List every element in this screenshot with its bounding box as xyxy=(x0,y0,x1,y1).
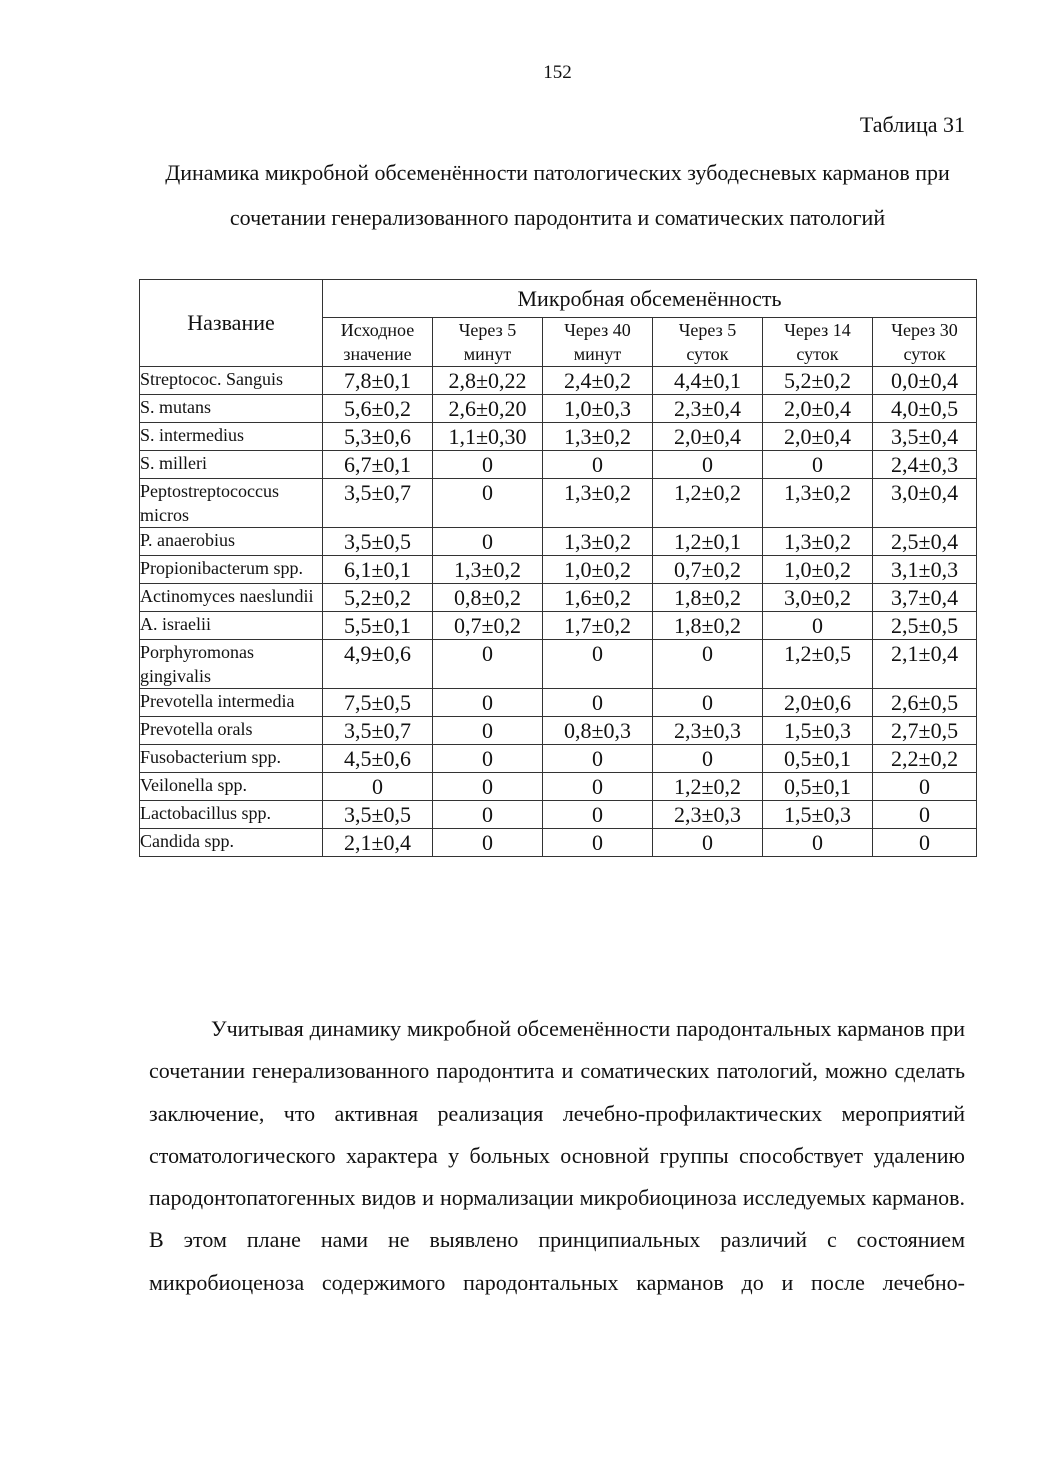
value-cell: 0,5±0,1 xyxy=(763,773,873,801)
group-column-header: Микробная обсеменённость xyxy=(323,280,977,318)
value-cell: 5,3±0,6 xyxy=(323,423,433,451)
column-header-line2: минут xyxy=(463,344,512,364)
value-cell: 2,0±0,4 xyxy=(763,395,873,423)
species-name-cell: Fusobacterium spp. xyxy=(140,745,323,773)
column-header-line2: минут xyxy=(573,344,622,364)
value-cell: 1,3±0,2 xyxy=(543,528,653,556)
value-cell: 1,2±0,1 xyxy=(653,528,763,556)
value-cell: 0 xyxy=(433,829,543,857)
value-cell: 4,5±0,6 xyxy=(323,745,433,773)
value-cell: 2,1±0,4 xyxy=(323,829,433,857)
value-cell: 1,0±0,2 xyxy=(543,556,653,584)
species-name-cell: S. intermedius xyxy=(140,423,323,451)
value-cell: 6,1±0,1 xyxy=(323,556,433,584)
value-cell: 4,9±0,6 xyxy=(323,640,433,689)
species-name-cell: Candida spp. xyxy=(140,829,323,857)
value-cell: 0 xyxy=(323,773,433,801)
value-cell: 0 xyxy=(543,801,653,829)
value-cell: 5,5±0,1 xyxy=(323,612,433,640)
value-cell: 0 xyxy=(653,451,763,479)
value-cell: 1,3±0,2 xyxy=(763,528,873,556)
table-row xyxy=(140,584,977,612)
value-cell: 0,8±0,3 xyxy=(543,717,653,745)
value-cell: 0 xyxy=(763,612,873,640)
value-cell: 0 xyxy=(433,479,543,528)
table-row xyxy=(140,528,977,556)
species-name-cell: S. milleri xyxy=(140,451,323,479)
value-cell: 1,8±0,2 xyxy=(653,612,763,640)
column-header-line1: Исходное xyxy=(340,320,415,340)
value-cell: 3,0±0,2 xyxy=(763,584,873,612)
column-header-line2: значение xyxy=(343,344,412,364)
value-cell: 0 xyxy=(433,773,543,801)
column-header-line1: Через 30 xyxy=(891,320,958,340)
value-cell: 0 xyxy=(653,745,763,773)
value-cell: 3,5±0,5 xyxy=(323,801,433,829)
table-row xyxy=(140,773,977,801)
value-cell: 3,5±0,4 xyxy=(873,423,977,451)
species-name-cell: Lactobacillus spp. xyxy=(140,801,323,829)
value-cell: 0 xyxy=(873,801,977,829)
table-row xyxy=(140,829,977,857)
table-row xyxy=(140,395,977,423)
value-cell: 2,3±0,4 xyxy=(653,395,763,423)
value-cell: 0,7±0,2 xyxy=(653,556,763,584)
table-row xyxy=(140,717,977,745)
table-row xyxy=(140,612,977,640)
value-cell: 2,3±0,3 xyxy=(653,717,763,745)
column-header xyxy=(433,318,543,367)
page-number: 152 xyxy=(543,62,572,83)
column-header xyxy=(543,318,653,367)
value-cell: 1,5±0,3 xyxy=(763,801,873,829)
species-name-cell: Prevotella orals xyxy=(140,717,323,745)
value-cell: 1,7±0,2 xyxy=(543,612,653,640)
column-header xyxy=(763,318,873,367)
value-cell: 2,2±0,2 xyxy=(873,745,977,773)
value-cell: 7,5±0,5 xyxy=(323,689,433,717)
column-header-line2: суток xyxy=(903,344,946,364)
value-cell: 1,1±0,30 xyxy=(433,423,543,451)
value-cell: 2,0±0,6 xyxy=(763,689,873,717)
value-cell: 4,4±0,1 xyxy=(653,367,763,395)
value-cell: 0,8±0,2 xyxy=(433,584,543,612)
value-cell: 1,0±0,2 xyxy=(763,556,873,584)
species-name-cell: Prevotella intermedia xyxy=(140,689,323,717)
column-header xyxy=(323,318,433,367)
value-cell: 2,7±0,5 xyxy=(873,717,977,745)
table-row xyxy=(140,367,977,395)
column-header-line1: Через 5 xyxy=(678,320,737,340)
value-cell: 0 xyxy=(543,640,653,689)
value-cell: 5,6±0,2 xyxy=(323,395,433,423)
value-cell: 1,2±0,2 xyxy=(653,773,763,801)
column-header-line1: Через 14 xyxy=(784,320,851,340)
name-column-header: Название xyxy=(140,280,323,367)
table-row xyxy=(140,689,977,717)
value-cell: 0 xyxy=(433,451,543,479)
table-caption: Таблица 31 xyxy=(859,112,965,137)
column-header xyxy=(873,318,977,367)
species-name-cell: Veilonella spp. xyxy=(140,773,323,801)
species-name-cell: Peptostreptococcus micros xyxy=(140,479,323,528)
value-cell: 0 xyxy=(763,829,873,857)
species-name-cell: S. mutans xyxy=(140,395,323,423)
column-header-line2: суток xyxy=(796,344,839,364)
value-cell: 1,3±0,2 xyxy=(763,479,873,528)
value-cell: 1,3±0,2 xyxy=(433,556,543,584)
value-cell: 0 xyxy=(543,773,653,801)
column-header-line2: суток xyxy=(686,344,729,364)
value-cell: 0 xyxy=(653,640,763,689)
value-cell: 6,7±0,1 xyxy=(323,451,433,479)
value-cell: 2,1±0,4 xyxy=(873,640,977,689)
value-cell: 3,5±0,7 xyxy=(323,717,433,745)
body-text xyxy=(149,1008,965,1304)
value-cell: 0 xyxy=(873,773,977,801)
column-header-line1: Через 40 xyxy=(564,320,631,340)
value-cell: 0 xyxy=(653,689,763,717)
value-cell: 0 xyxy=(433,801,543,829)
value-cell: 1,6±0,2 xyxy=(543,584,653,612)
value-cell: 0 xyxy=(543,829,653,857)
value-cell: 1,3±0,2 xyxy=(543,423,653,451)
table-row xyxy=(140,801,977,829)
value-cell: 3,7±0,4 xyxy=(873,584,977,612)
value-cell: 0,7±0,2 xyxy=(433,612,543,640)
table-row xyxy=(140,479,977,528)
table-row xyxy=(140,451,977,479)
value-cell: 4,0±0,5 xyxy=(873,395,977,423)
value-cell: 0 xyxy=(433,640,543,689)
table-row xyxy=(140,745,977,773)
value-cell: 7,8±0,1 xyxy=(323,367,433,395)
value-cell: 0,5±0,1 xyxy=(763,745,873,773)
table-title: Динамика микробной обсеменённости патологических зубодесневых карманов при сочетании генерализованного пародонтита и соматических патологий xyxy=(165,160,950,230)
species-name-cell: P. anaerobius xyxy=(140,528,323,556)
value-cell: 0,0±0,4 xyxy=(873,367,977,395)
value-cell: 2,8±0,22 xyxy=(433,367,543,395)
value-cell: 0 xyxy=(433,745,543,773)
value-cell: 0 xyxy=(543,745,653,773)
value-cell: 3,0±0,4 xyxy=(873,479,977,528)
value-cell: 3,5±0,7 xyxy=(323,479,433,528)
column-header xyxy=(653,318,763,367)
value-cell: 1,2±0,2 xyxy=(653,479,763,528)
value-cell: 2,3±0,3 xyxy=(653,801,763,829)
value-cell: 0 xyxy=(543,689,653,717)
value-cell: 1,5±0,3 xyxy=(763,717,873,745)
value-cell: 1,0±0,3 xyxy=(543,395,653,423)
value-cell: 0 xyxy=(873,829,977,857)
value-cell: 2,4±0,2 xyxy=(543,367,653,395)
value-cell: 2,5±0,4 xyxy=(873,528,977,556)
body-paragraph: Учитывая динамику микробной обсеменённости пародонтальных карманов при сочетании генерализованного пародонтита и соматических патологий, можно сделать заключение, что активная реализация лечебно-профилактических мероприятий стоматологического характера у больных основной группы способствует удалению пародонтопатогенных видов и нормализации микробиоциноза исследуемых карманов. В этом плане нами не выявлено принципиальных различий с состоянием микробиоценоза содержимого пародонтальных карманов до и после лечебно- xyxy=(149,1016,965,1295)
table-row xyxy=(140,556,977,584)
value-cell: 2,0±0,4 xyxy=(763,423,873,451)
value-cell: 0 xyxy=(433,528,543,556)
value-cell: 5,2±0,2 xyxy=(323,584,433,612)
table-row xyxy=(140,640,977,689)
value-cell: 1,8±0,2 xyxy=(653,584,763,612)
microbial-contamination-table xyxy=(139,279,977,857)
value-cell: 0 xyxy=(763,451,873,479)
value-cell: 2,4±0,3 xyxy=(873,451,977,479)
value-cell: 2,6±0,5 xyxy=(873,689,977,717)
column-header-line1: Через 5 xyxy=(458,320,517,340)
value-cell: 2,0±0,4 xyxy=(653,423,763,451)
value-cell: 5,2±0,2 xyxy=(763,367,873,395)
value-cell: 2,6±0,20 xyxy=(433,395,543,423)
value-cell: 3,1±0,3 xyxy=(873,556,977,584)
value-cell: 0 xyxy=(653,829,763,857)
value-cell: 1,3±0,2 xyxy=(543,479,653,528)
species-name-cell: Porphyromonas gingivalis xyxy=(140,640,323,689)
value-cell: 0 xyxy=(433,689,543,717)
species-name-cell: Propionibacterum spp. xyxy=(140,556,323,584)
value-cell: 0 xyxy=(543,451,653,479)
species-name-cell: Actinomyces naeslundii xyxy=(140,584,323,612)
species-name-cell: A. israelii xyxy=(140,612,323,640)
species-name-cell: Streptococ. Sanguis xyxy=(140,367,323,395)
value-cell: 2,5±0,5 xyxy=(873,612,977,640)
value-cell: 1,2±0,5 xyxy=(763,640,873,689)
table-row xyxy=(140,423,977,451)
value-cell: 3,5±0,5 xyxy=(323,528,433,556)
value-cell: 0 xyxy=(433,717,543,745)
